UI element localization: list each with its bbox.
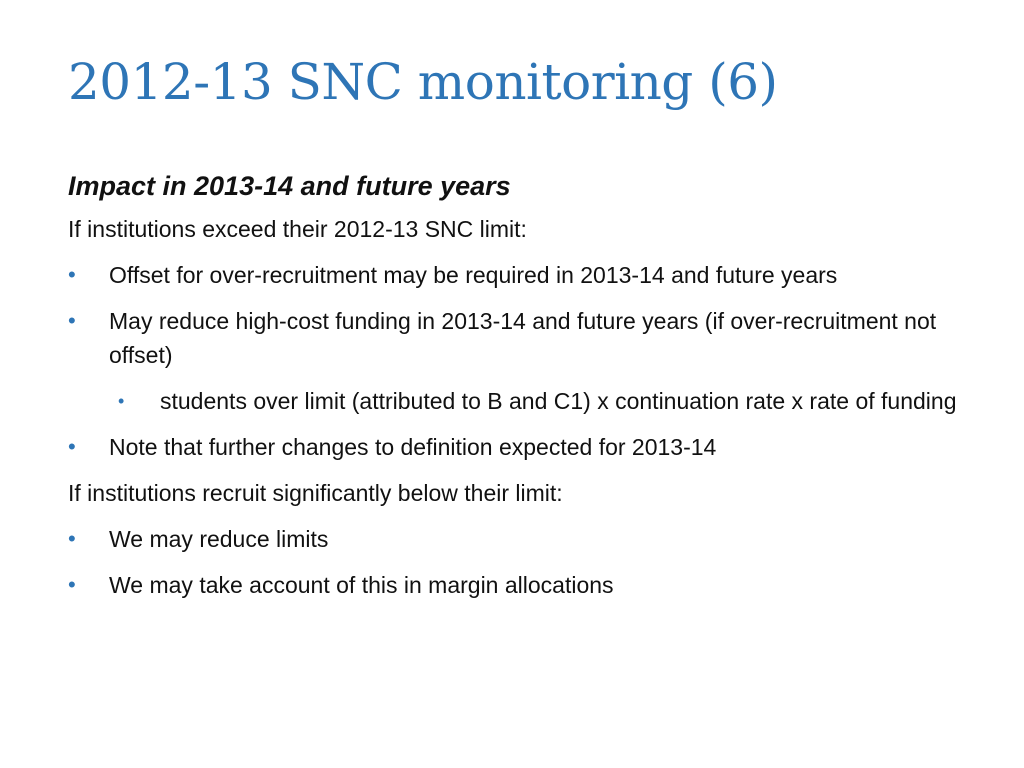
slide-title: 2012-13 SNC monitoring (6) <box>68 53 778 111</box>
bullet-margin-allocations <box>68 568 968 602</box>
bullet-reduce-limits-text: We may reduce limits <box>109 526 329 552</box>
intro-under-limit: If institutions recruit significantly below their limit: <box>68 480 563 506</box>
bullet-dot-icon: • <box>68 434 76 459</box>
bullet-dot-icon: • <box>68 572 76 597</box>
bullet-dot-icon: • <box>68 308 76 333</box>
bullet-dot-icon: • <box>68 526 76 551</box>
subbullet-formula <box>68 384 968 418</box>
bullet-high-cost <box>68 304 968 372</box>
subheading: Impact in 2013-14 and future years <box>68 171 511 201</box>
bullet-reduce-limits <box>68 522 968 556</box>
bullet-offset <box>68 258 968 292</box>
bullet-dot-icon: • <box>118 391 125 411</box>
subbullet-formula-text: students over limit (attributed to B and C1) x continuation rate x rate of funding <box>160 388 957 414</box>
bullet-high-cost-text: May reduce high-cost funding in 2013-14 and future years (if over-recruitment not offset) <box>109 308 937 368</box>
bullet-offset-text: Offset for over-recruitment may be required in 2013-14 and future years <box>109 262 838 288</box>
bullet-note-text: Note that further changes to definition expected for 2013-14 <box>109 434 717 460</box>
slide-body <box>68 164 968 614</box>
bullet-margin-allocations-text: We may take account of this in margin allocations <box>109 572 614 598</box>
intro-over-limit: If institutions exceed their 2012-13 SNC limit: <box>68 216 527 242</box>
bullet-dot-icon: • <box>68 262 76 287</box>
bullet-note <box>68 430 968 464</box>
